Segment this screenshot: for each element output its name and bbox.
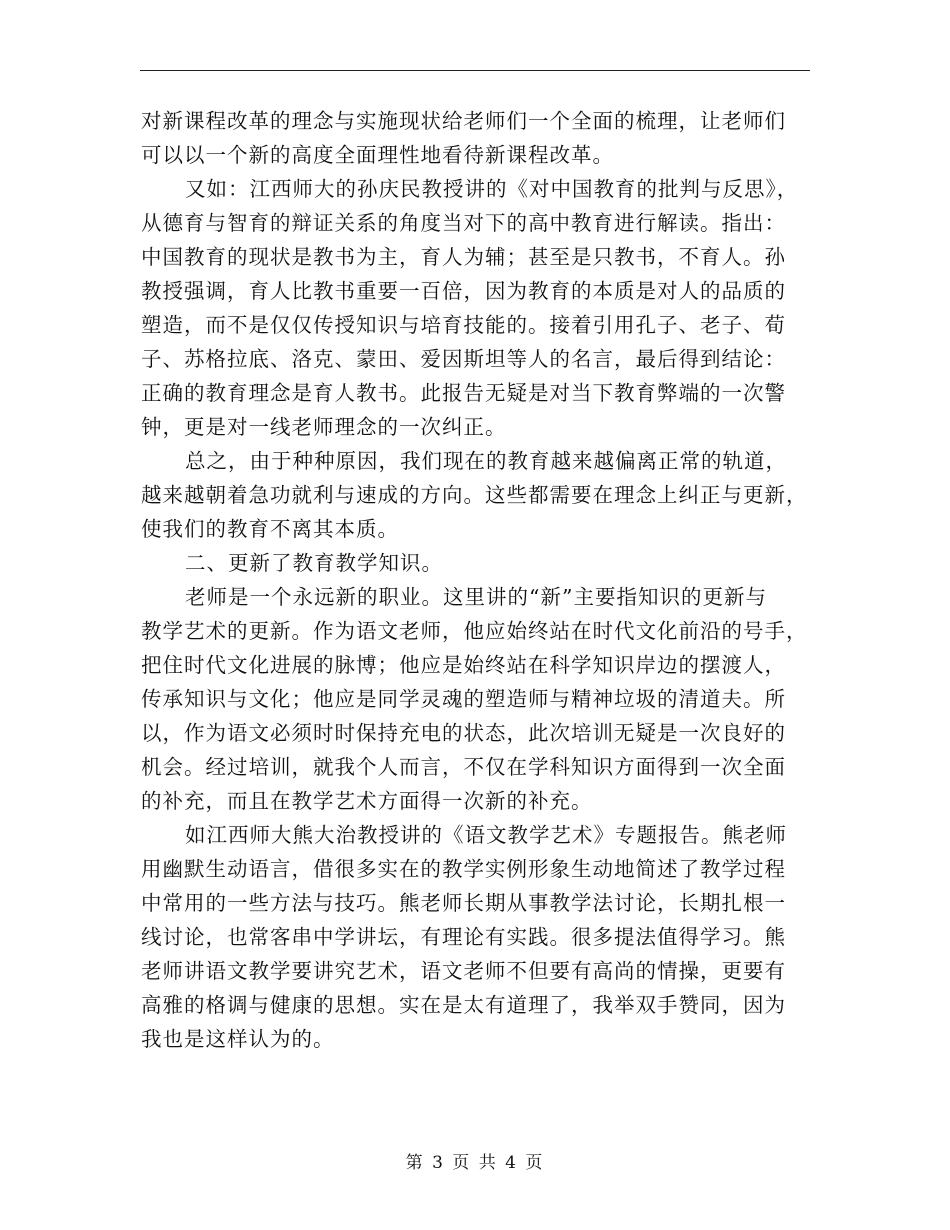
- paragraph-3: [141, 444, 813, 546]
- text-line: 高雅的格调与健康的思想。实在是太有道理了，我举双手赞同，因为: [141, 993, 786, 1017]
- text-line: 又如：江西师大的孙庆民教授讲的《对中国教育的批判与反思》，: [185, 177, 799, 201]
- text-line: 用幽默生动语言，借很多实在的教学实例形象生动地简述了教学过程: [141, 857, 786, 881]
- section-heading: [141, 546, 813, 580]
- text-line: 总之，由于种种原因，我们现在的教育越来越偏离正常的轨道，: [185, 449, 787, 473]
- text-line: 子、苏格拉底、洛克、蒙田、爱因斯坦等人的名言，最后得到结论：: [141, 347, 786, 371]
- text-line: 机会。经过培训，就我个人而言，不仅在学科知识方面得到一次全面: [141, 755, 786, 779]
- text-line: 可以以一个新的高度全面理性地看待新课程改革。: [141, 143, 614, 167]
- text-line: 老师是一个永远新的职业。这里讲的“新”主要指知识的更新与: [185, 585, 767, 609]
- text-line: 中常用的一些方法与技巧。熊老师长期从事教学法讨论，长期扎根一: [141, 891, 786, 915]
- text-line: 对新课程改革的理念与实施现状给老师们一个全面的梳理，让老师们: [141, 109, 786, 133]
- text-line: 传承知识与文化；他应是同学灵魂的塑造师与精神垃圾的清道夫。所: [141, 687, 786, 711]
- paragraph-5: [141, 818, 813, 1056]
- paragraph-1: [141, 104, 813, 172]
- text-line: 塑造，而不是仅仅传授知识与培育技能的。接着引用孔子、老子、荀: [141, 313, 786, 337]
- text-line: 从德育与智育的辩证关系的角度当对下的高中教育进行解读。指出：: [141, 211, 786, 235]
- text-line: 教授强调，育人比教书重要一百倍，因为教育的本质是对人的品质的: [141, 279, 786, 303]
- text-line: 以，作为语文必须时时保持充电的状态，此次培训无疑是一次良好的: [141, 721, 786, 745]
- text-line: 的补充，而且在教学艺术方面得一次新的补充。: [141, 789, 593, 813]
- paragraph-2: [141, 172, 813, 444]
- text-line: 把住时代文化进展的脉博；他应是始终站在科学知识岸边的摆渡人，: [141, 653, 786, 677]
- text-line: 使我们的教育不离其本质。: [141, 517, 399, 541]
- text-line: 越来越朝着急功就利与速成的方向。这些都需要在理念上纠正与更新，: [141, 483, 808, 507]
- text-line: 中国教育的现状是教书为主，育人为辅；甚至是只教书，不育人。孙: [141, 245, 786, 269]
- text-line: 如江西师大熊大治教授讲的《语文教学艺术》专题报告。熊老师: [185, 823, 787, 847]
- text-line: 钟，更是对一线老师理念的一次纠正。: [141, 415, 507, 439]
- text-line: 二、更新了教育教学知识。: [185, 551, 443, 575]
- text-line: 线讨论，也常客串中学讲坛，有理论有实践。很多提法值得学习。熊: [141, 925, 786, 949]
- text-line: 老师讲语文教学要讲究艺术，语文老师不但要有高尚的情操，更要有: [141, 959, 786, 983]
- header-rule: [140, 70, 810, 71]
- text-line: 我也是这样认为的。: [141, 1027, 335, 1051]
- text-line: 教学艺术的更新。作为语文老师，他应始终站在时代文化前沿的号手，: [141, 619, 808, 643]
- paragraph-4: [141, 580, 813, 818]
- document-body: [141, 104, 813, 1056]
- text-line: 正确的教育理念是育人教书。此报告无疑是对当下教育弊端的一次警: [141, 381, 786, 405]
- page-number: 第 3 页 共 4 页: [405, 1153, 545, 1173]
